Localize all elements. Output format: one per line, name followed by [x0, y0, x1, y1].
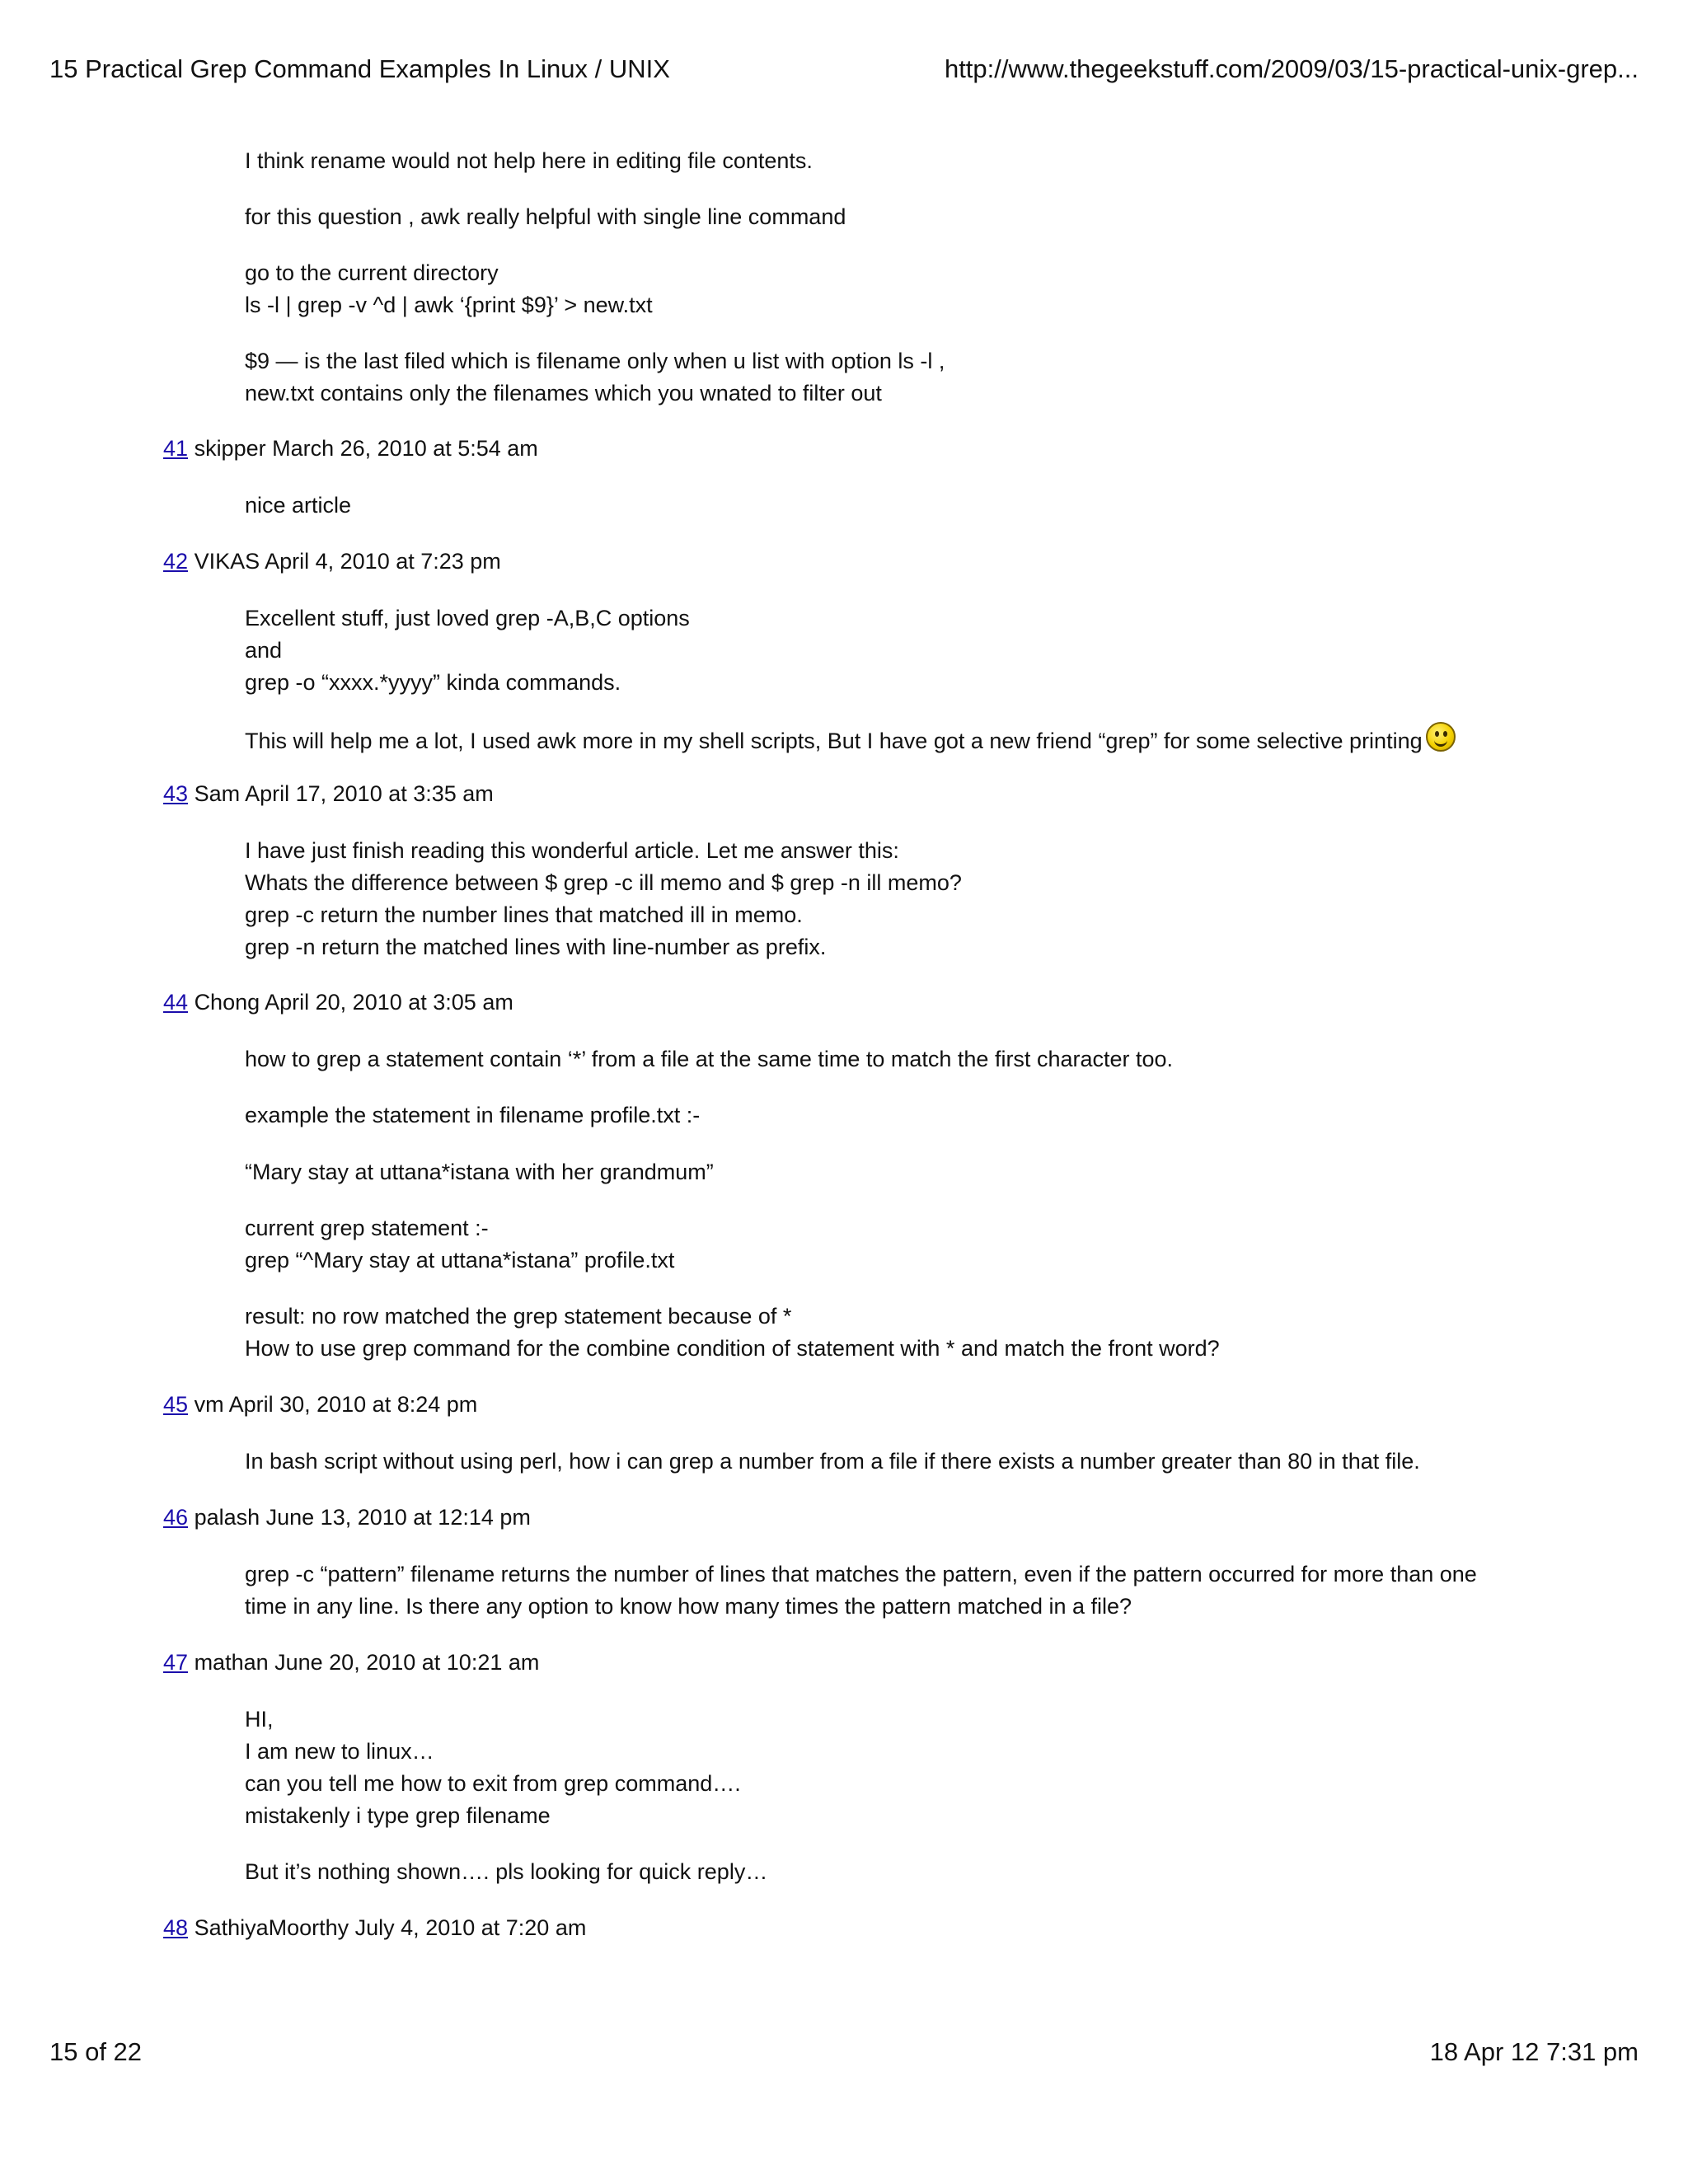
comment-number-link[interactable]: 47 [163, 1650, 189, 1675]
comment-header-45 [163, 1389, 477, 1421]
comment-number-link[interactable]: 44 [163, 990, 189, 1015]
comment-body-42 [245, 602, 1564, 699]
comment-line: “Mary stay at uttana*istana with her grandmum” [245, 1160, 714, 1184]
comment-line: grep -o “xxxx.*yyyy” kinda commands. [245, 670, 621, 695]
comment-body-44 [245, 1301, 1564, 1365]
comment-text: This will help me a lot, I used awk more in my shell scripts, But I have got a new friend “grep” for some selective printing [245, 729, 1423, 753]
comment-line: how to grep a statement contain ‘*’ from a file at the same time to match the first character too. [245, 1047, 1174, 1071]
comment-body-40 [245, 145, 1564, 177]
comment-meta: Chong April 20, 2010 at 3:05 am [194, 990, 513, 1015]
comment-line: Excellent stuff, just loved grep -A,B,C options [245, 606, 690, 630]
comment-line: I think rename would not help here in editing file contents. [245, 148, 813, 173]
comment-header-43 [163, 778, 494, 810]
comment-header-48 [163, 1912, 586, 1944]
comment-number-link[interactable]: 46 [163, 1505, 189, 1530]
page-footer [49, 2034, 1639, 2070]
print-timestamp: 18 Apr 12 7:31 pm [1429, 2037, 1639, 2066]
comment-line: current grep statement :- [245, 1216, 489, 1240]
comment-line: But it’s nothing shown…. pls looking for quick reply… [245, 1859, 768, 1884]
page-url: http://www.thegeekstuff.com/2009/03/15-practical-unix-grep... [944, 54, 1639, 83]
page-header [49, 51, 1639, 87]
comment-line: time in any line. Is there any option to know how many times the pattern matched in a file? [245, 1594, 1132, 1619]
comment-body-46 [245, 1558, 1564, 1623]
comment-line: grep -c return the number lines that matched ill in memo. [245, 902, 803, 927]
comment-header-47 [163, 1647, 539, 1679]
comment-number-link[interactable]: 41 [163, 436, 189, 461]
comment-number-link[interactable]: 45 [163, 1392, 189, 1417]
comment-line: ls -l | grep -v ^d | awk ‘{print $9}’ > new.txt [245, 293, 653, 317]
comment-line: How to use grep command for the combine condition of statement with * and match the front word? [245, 1336, 1220, 1361]
comment-line: can you tell me how to exit from grep command…. [245, 1771, 741, 1796]
comment-line: grep “^Mary stay at uttana*istana” profile.txt [245, 1248, 675, 1272]
comment-body-44 [245, 1043, 1564, 1076]
comment-body-41 [245, 490, 1564, 522]
comment-line: In bash script without using perl, how i can grep a number from a file if there exists a number greater than 80 in that file. [245, 1449, 1420, 1474]
comment-body-44 [245, 1156, 1564, 1188]
comment-number-link[interactable]: 48 [163, 1915, 189, 1940]
comment-number-link[interactable]: 42 [163, 549, 189, 574]
comment-body-45 [245, 1446, 1564, 1478]
comment-line: example the statement in filename profile.txt :- [245, 1103, 701, 1127]
comment-meta: vm April 30, 2010 at 8:24 pm [194, 1392, 478, 1417]
comment-body-42 [245, 722, 1564, 757]
comment-body-47 [245, 1856, 1564, 1888]
comment-line: new.txt contains only the filenames which you wnated to filter out [245, 381, 882, 405]
comment-meta: Sam April 17, 2010 at 3:35 am [194, 781, 494, 806]
comment-line [245, 722, 1564, 757]
comment-body-40 [245, 257, 1564, 321]
comment-body-40 [245, 201, 1564, 233]
comment-line: result: no row matched the grep statement because of * [245, 1304, 792, 1329]
comment-line: I am new to linux… [245, 1739, 434, 1764]
comment-body-47 [245, 1704, 1564, 1832]
comment-line: go to the current directory [245, 260, 499, 285]
comment-line: grep -n return the matched lines with line-number as prefix. [245, 935, 827, 959]
comment-number-link[interactable]: 43 [163, 781, 189, 806]
comment-header-44 [163, 987, 513, 1019]
comment-header-42 [163, 546, 501, 578]
smiley-icon [1426, 722, 1456, 752]
comment-body-43 [245, 835, 1564, 963]
comment-header-46 [163, 1502, 531, 1534]
comment-meta: mathan June 20, 2010 at 10:21 am [194, 1650, 540, 1675]
comment-body-44 [245, 1099, 1564, 1132]
comment-line: grep -c “pattern” filename returns the number of lines that matches the pattern, even if the pattern occurred for more than one [245, 1562, 1477, 1586]
comment-meta: palash June 13, 2010 at 12:14 pm [194, 1505, 531, 1530]
page-title: 15 Practical Grep Command Examples In Linux / UNIX [49, 54, 670, 83]
comment-meta: skipper March 26, 2010 at 5:54 am [194, 436, 538, 461]
comment-body-40 [245, 345, 1564, 410]
comment-line: $9 — is the last filed which is filename only when u list with option ls -l , [245, 349, 945, 373]
comment-line: and [245, 638, 283, 663]
comment-meta: SathiyaMoorthy July 4, 2010 at 7:20 am [194, 1915, 587, 1940]
page-number: 15 of 22 [49, 2037, 143, 2066]
comment-line: I have just finish reading this wonderful article. Let me answer this: [245, 838, 899, 863]
comment-line: Whats the difference between $ grep -c ill memo and $ grep -n ill memo? [245, 870, 962, 895]
comment-line: mistakenly i type grep filename [245, 1803, 551, 1828]
comment-header-41 [163, 433, 538, 465]
comment-line: HI, [245, 1707, 274, 1732]
comment-body-44 [245, 1212, 1564, 1277]
comment-line: for this question , awk really helpful with single line command [245, 204, 846, 229]
comment-meta: VIKAS April 4, 2010 at 7:23 pm [194, 549, 501, 574]
comment-line: nice article [245, 493, 352, 518]
